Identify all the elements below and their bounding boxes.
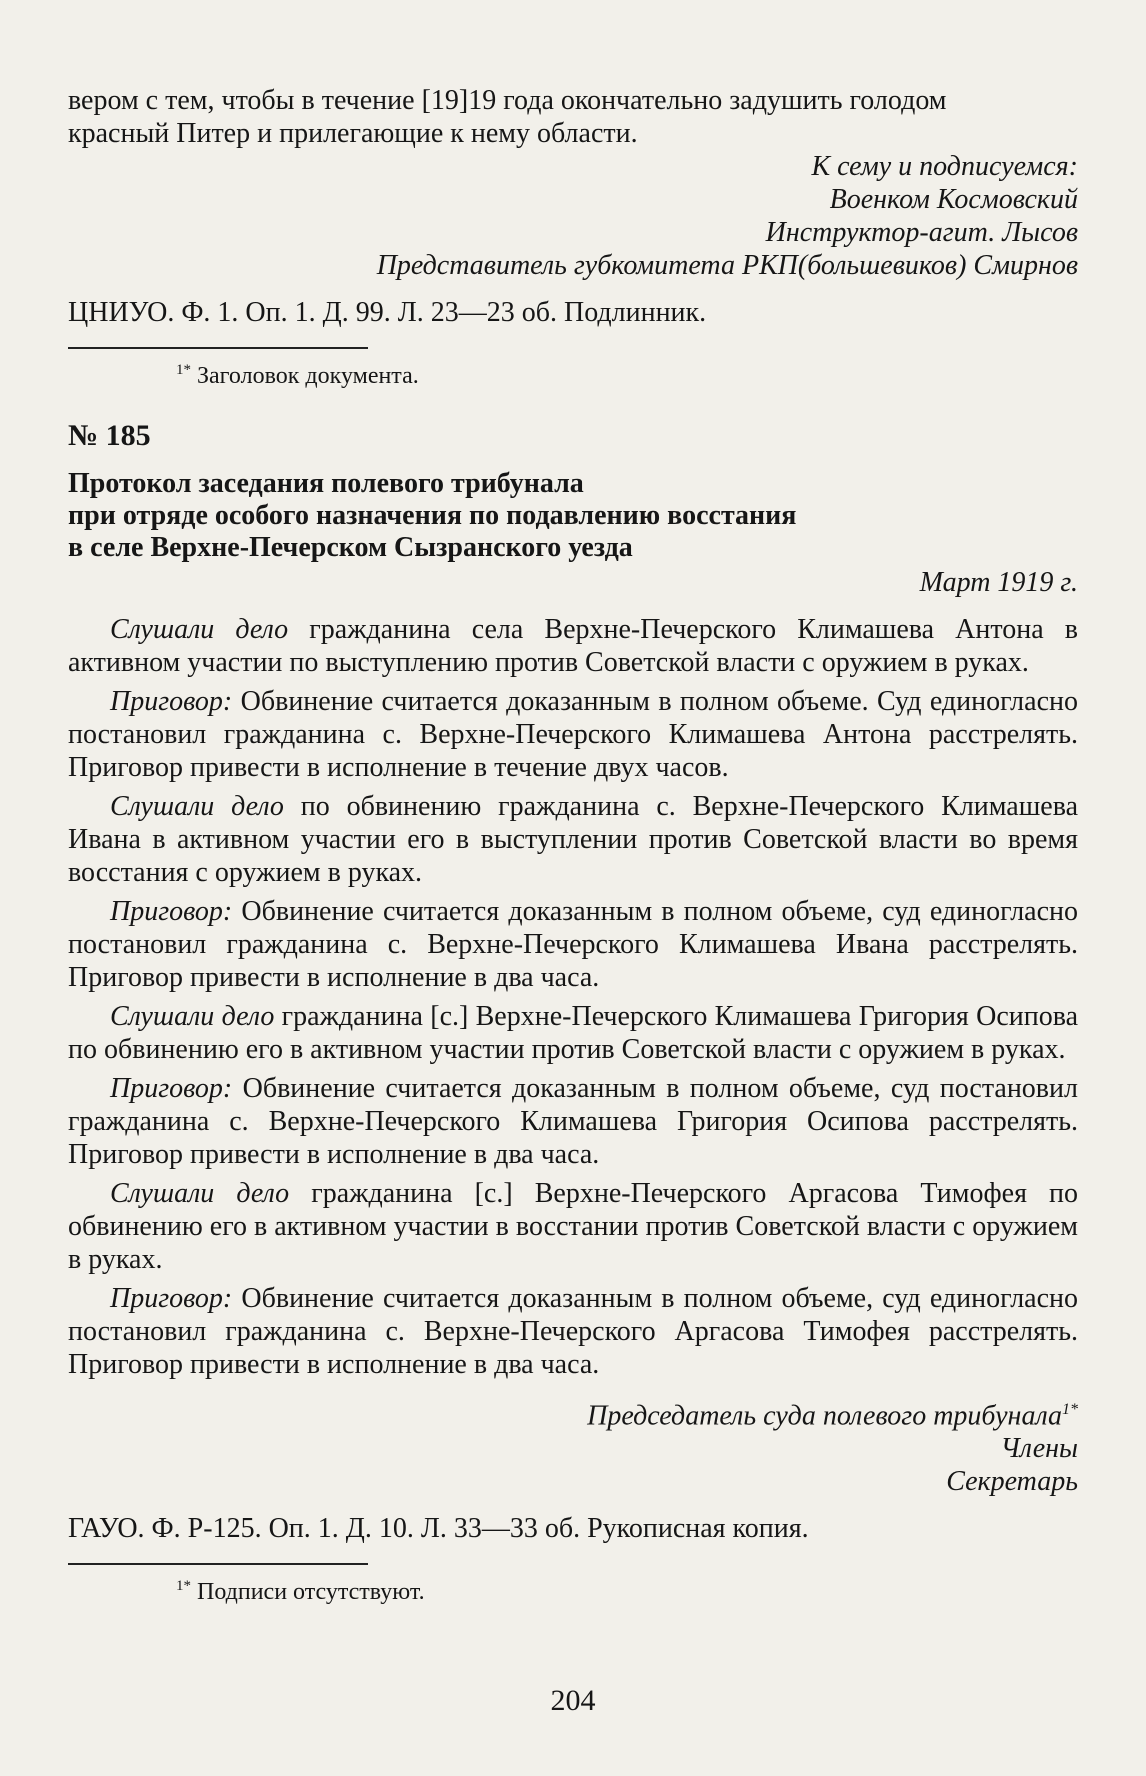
protocol-paragraph <box>68 1177 1078 1276</box>
footnote-divider <box>68 1563 368 1565</box>
protocol-paragraph <box>68 1000 1078 1066</box>
paragraph-text: по обвинению гражданина с. Верхне-Печерского Климашева Ивана в активном участии его в выступлении против Советской власти во время восстания с оружием в руках. <box>68 791 1078 888</box>
paragraph-label: Приговор: <box>110 896 233 927</box>
paragraph-text: Обвинение считается доказанным в полном объеме. Суд единогласно постановил гражданина с. Верхне-Печерского Климашева Антона расстрелять. Приговор привести в исполнение в течение двух часов. <box>68 686 1078 783</box>
footnote-divider <box>68 347 368 349</box>
page-number: 204 <box>550 1684 596 1717</box>
paragraph-label: Приговор: <box>110 1283 233 1314</box>
protocol-paragraph <box>68 895 1078 994</box>
signature-block <box>68 1393 1078 1498</box>
paragraph-text: гражданина [с.] Верхне-Печерского Аргасова Тимофея по обвинению его в активном участии в восстании против Советской власти с оружием в руках. <box>68 1178 1079 1275</box>
document-title-line-1: Протокол заседания полевого трибунала <box>68 468 584 499</box>
signature-representative: Представитель губкомитета РКП(большевиков) Смирнов <box>376 250 1078 281</box>
footnote-mark: 1* <box>176 362 191 378</box>
paragraph-text: Обвинение считается доказанным в полном объеме, суд единогласно постановил гражданина с. Верхне-Печерского Аргасова Тимофея расстрелять. Приговор привести в исполнение в два часа. <box>68 1283 1078 1380</box>
protocol-paragraph <box>68 1072 1078 1171</box>
protocol-body <box>68 613 1078 1381</box>
paragraph-label: Слушали дело <box>110 1001 275 1032</box>
footnote-bottom <box>68 1571 1078 1607</box>
paragraph-text: Обвинение считается доказанным в полном объеме, суд постановил гражданина с. Верхне-Печерского Климашева Григория Осипова расстрелять. Приговор привести в исполнение в два часа. <box>68 1073 1078 1170</box>
paragraph-text: гражданина села Верхне-Печерского Климашева Антона в активном участии по выступлению против Советской власти с оружием в руках. <box>68 614 1078 678</box>
protocol-paragraph <box>68 613 1078 679</box>
protocol-paragraph <box>68 1282 1078 1381</box>
signature-members: Члены <box>1000 1433 1078 1465</box>
document-title-line-2: при отряде особого назначения по подавлению восстания <box>68 500 797 531</box>
paragraph-label: Слушали дело <box>110 614 289 645</box>
document-title-line-3: в селе Верхне-Печерском Сызранского уезда <box>68 532 633 563</box>
intro-line-1: вером с тем, чтобы в течение [19]19 года окончательно задушить голодом <box>68 85 947 116</box>
document-number: № 185 <box>68 419 151 452</box>
document-date: Март 1919 г. <box>919 567 1078 598</box>
protocol-paragraph <box>68 685 1078 784</box>
signature-voenkom: Военком Космовский <box>829 184 1078 215</box>
page-content <box>68 84 1078 1607</box>
intro-line-2: красный Питер и прилегающие к нему области. <box>68 118 638 149</box>
paragraph-text: гражданина [с.] Верхне-Печерского Климашева Григория Осипова по обвинению его в активном участии против Советской власти с оружием в руках. <box>68 1001 1078 1065</box>
paragraph-label: Приговор: <box>110 686 233 717</box>
paragraph-label: Слушали дело <box>110 1178 290 1209</box>
archive-source-top: ЦНИУО. Ф. 1. Оп. 1. Д. 99. Л. 23—23 об. Подлинник. <box>68 297 707 328</box>
signature-instructor: Инструктор-агит. Лысов <box>765 217 1078 248</box>
signature-chair-text: Председатель суда полевого трибунала <box>587 1400 1062 1432</box>
footnote-mark: 1* <box>176 1578 191 1595</box>
footnote-top <box>68 355 1078 391</box>
paragraph-label: Приговор: <box>110 1073 233 1104</box>
footnote-text: Подписи отсутствуют. <box>197 1579 425 1606</box>
signature-secretary: Секретарь <box>946 1466 1078 1498</box>
protocol-paragraph <box>68 790 1078 889</box>
paragraph-label: Слушали дело <box>110 791 284 822</box>
archive-source-bottom: ГАУО. Ф. Р-125. Оп. 1. Д. 10. Л. 33—33 об. Рукописная копия. <box>68 1513 809 1545</box>
footnote-text: Заголовок документа. <box>197 363 419 389</box>
paragraph-text: Обвинение считается доказанным в полном объеме, суд единогласно постановил гражданина с. Верхне-Печерского Климашева Ивана расстрелять. Приговор привести в исполнение в два часа. <box>68 896 1078 993</box>
signature-chair <box>68 1393 1078 1432</box>
signature-closing: К сему и подписуемся: <box>811 151 1078 182</box>
footnote-mark: 1* <box>1062 1401 1078 1418</box>
